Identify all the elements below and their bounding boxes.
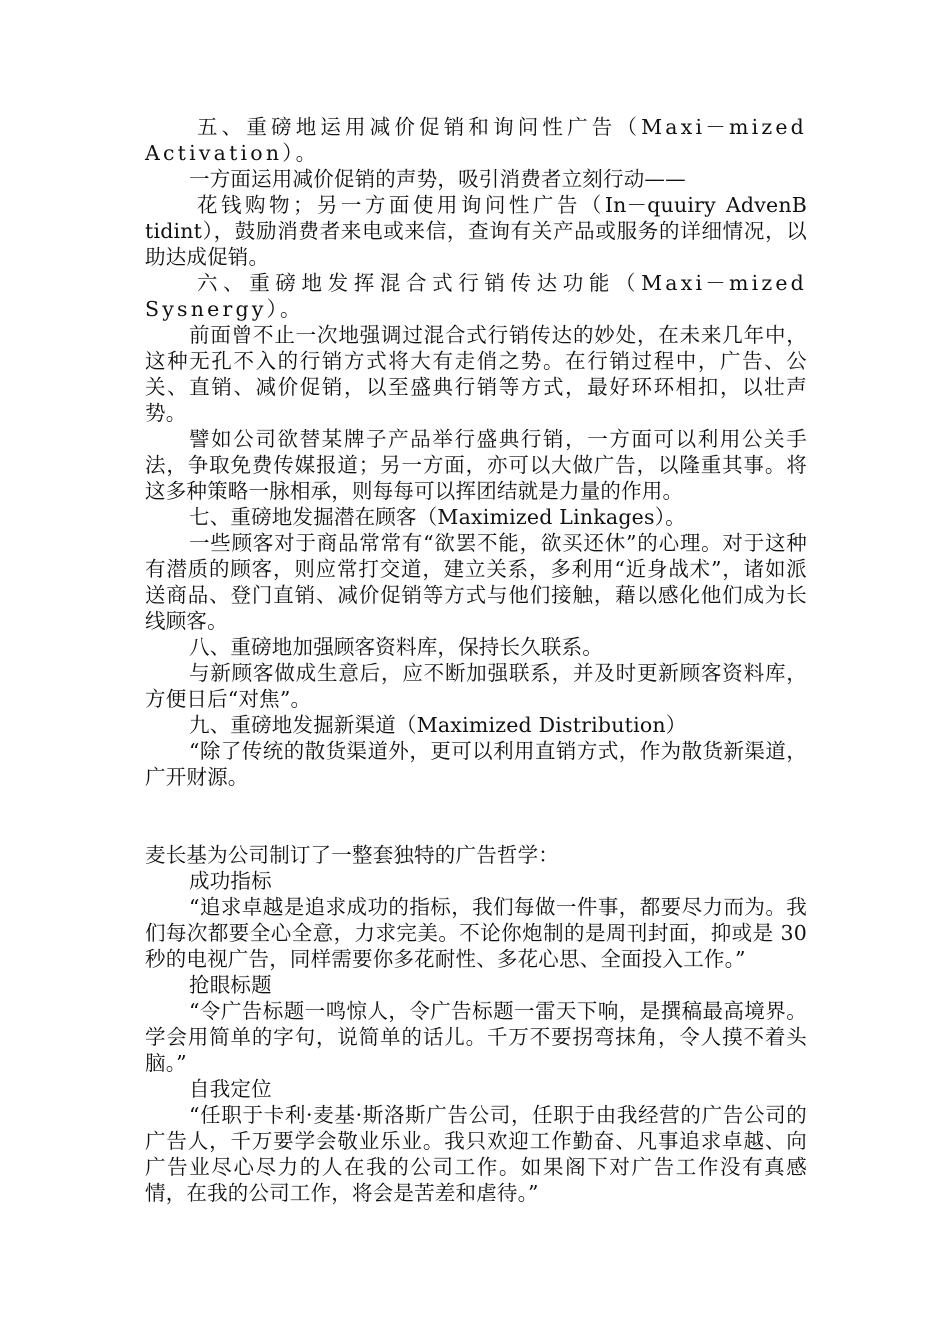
- philosophy-quote-positioning: “任职于卡利·麦基·斯洛斯广告公司，任职于由我经营的广告公司的广告人，千万要学会敬业乐业。我只欢迎工作勤奋、凡事追求卓越、向广告业尽心尽力的人在我的公司工作。如果阁下对广告工作没有真感情，在我的公司工作，将会是苦差和虐待。”: [145, 1103, 807, 1205]
- philosophy-quote-success: “追求卓越是追求成功的指标，我们每做一件事，都要尽力而为。我们每次都要全心全意，力求完美。不论你炮制的是周刊封面，抑或是 30 秒的电视广告，同样需要你多花耐性、多花心思、全面投入工作。”: [145, 895, 807, 971]
- paragraph-seven: 一些顾客对于商品常常有“欲罢不能，欲买还休”的心理。对于这种有潜质的顾客，则应常打交道，建立关系，多利用“近身战术”，诸如派送商品、登门直销、减价促销等方式与他们接触，藉以感化他们成为长线顾客。: [145, 531, 807, 633]
- heading-five: 五、重磅地运用减价促销和询问性广告（Maxi－mized Activation）。: [145, 115, 807, 165]
- document-body: [145, 114, 807, 1206]
- paragraph-six-b: 譬如公司欲替某牌子产品举行盛典行销，一方面可以利用公关手法，争取免费传媒报道；另一方面，亦可以大做广告，以隆重其事。将这多种策略一脉相承，则每每可以挥团结就是力量的作用。: [145, 427, 807, 503]
- heading-seven: 七、重磅地发掘潜在顾客（Maximized Linkages）。: [189, 505, 686, 529]
- heading-six: 六、重磅地发挥混合式行销传达功能（Maxi－mized Sysnergy）。: [145, 271, 807, 321]
- paragraph-six-a: 前面曾不止一次地强调过混合式行销传达的妙处，在未来几年中，这种无孔不入的行销方式将大有走俏之势。在行销过程中，广告、公关、直销、减价促销，以至盛典行销等方式，最好环环相扣，以壮声势。: [145, 323, 807, 425]
- paragraph-nine: “除了传统的散货渠道外，更可以利用直销方式，作为散货新渠道，广开财源。: [145, 739, 807, 789]
- paragraph-five-a: 一方面运用减价促销的声势，吸引消费者立刻行动——: [189, 167, 686, 191]
- paragraph-five-b: 花钱购物；另一方面使用询问性广告（In－quuiry AdvenB tidint），鼓励消费者来电或来信，查询有关产品或服务的详细情况，以助达成促销。: [145, 193, 807, 269]
- philosophy-intro: 麦长基为公司制订了一整套独特的广告哲学：: [145, 843, 559, 867]
- philosophy-title-positioning: 自我定位: [189, 1077, 272, 1101]
- heading-eight: 八、重磅地加强顾客资料库，保持长久联系。: [189, 635, 603, 659]
- philosophy-quote-headline: “令广告标题一鸣惊人，令广告标题一雷天下响，是撰稿最高境界。学会用简单的字句，说简单的话儿。千万不要拐弯抹角，令人摸不着头脑。”: [145, 999, 807, 1075]
- philosophy-title-success: 成功指标: [189, 869, 272, 893]
- section-gap: [145, 790, 807, 842]
- heading-nine: 九、重磅地发掘新渠道（Maximized Distribution）: [189, 713, 687, 737]
- philosophy-title-headline: 抢眼标题: [189, 973, 272, 997]
- paragraph-eight: 与新顾客做成生意后，应不断加强联系，并及时更新顾客资料库，方便日后“对焦”。: [145, 661, 807, 711]
